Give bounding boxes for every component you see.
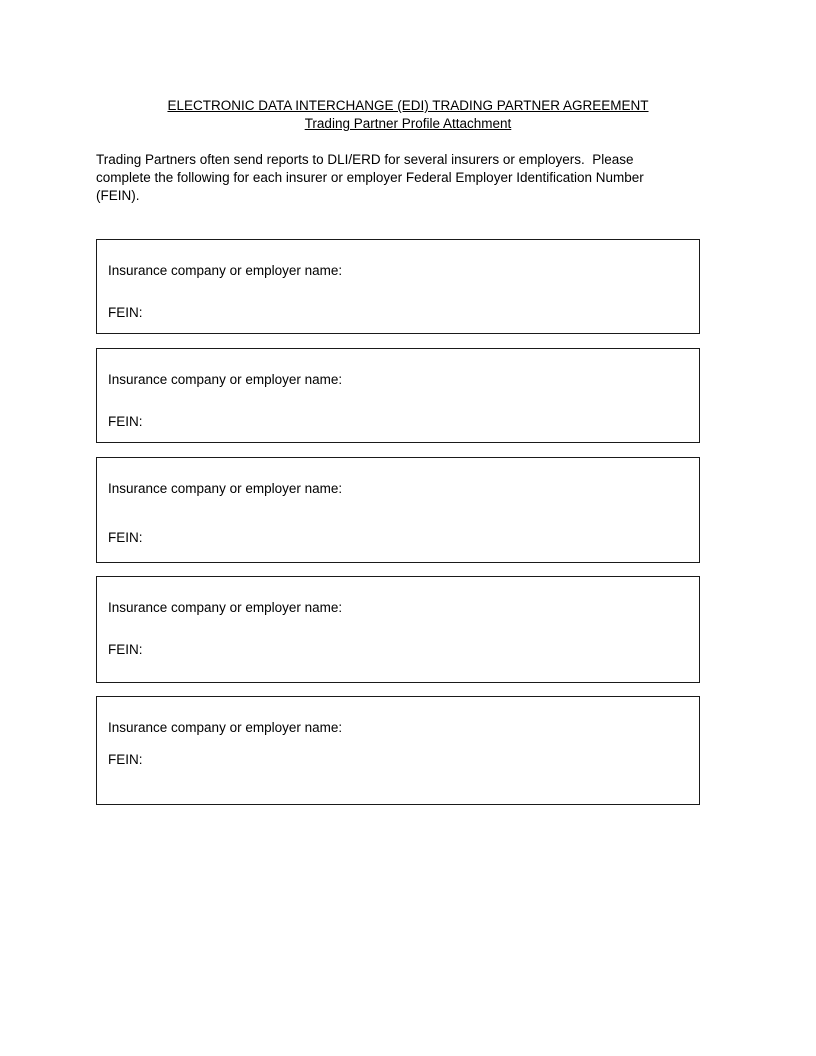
intro-paragraph (96, 151, 716, 205)
partner-box-5 (96, 696, 700, 805)
fein-field[interactable] (149, 307, 369, 321)
title-line-2: Trading Partner Profile Attachment (304, 116, 512, 131)
name-row (108, 262, 699, 279)
fein-label: FEIN: (108, 752, 143, 767)
name-row (108, 480, 699, 497)
insurer-name-label: Insurance company or employer name: (108, 481, 343, 496)
fein-label: FEIN: (108, 414, 143, 429)
fein-label: FEIN: (108, 305, 143, 320)
intro-line-2: complete the following for each insurer or employer Federal Employer Identification Number (96, 170, 644, 185)
partner-box-2 (96, 348, 700, 443)
intro-line-3: (FEIN). (96, 188, 140, 203)
document-title (0, 97, 816, 133)
insurer-name-field[interactable] (348, 374, 568, 388)
insurer-name-field[interactable] (348, 722, 568, 736)
fein-label: FEIN: (108, 530, 143, 545)
intro-line-1: Trading Partners often send reports to DLI/ERD for several insurers or employers. Please (96, 152, 634, 167)
insurer-name-field[interactable] (348, 602, 568, 616)
fein-field[interactable] (149, 754, 369, 768)
fein-row (108, 529, 699, 546)
insurer-name-label: Insurance company or employer name: (108, 720, 343, 735)
title-line-1: ELECTRONIC DATA INTERCHANGE (EDI) TRADING PARTNER AGREEMENT (167, 98, 649, 113)
fein-label: FEIN: (108, 642, 143, 657)
fein-row (108, 413, 699, 430)
insurer-name-field[interactable] (348, 483, 568, 497)
name-row (108, 599, 699, 616)
name-row (108, 371, 699, 388)
fein-field[interactable] (149, 416, 369, 430)
partner-box-3 (96, 457, 700, 563)
fein-field[interactable] (149, 644, 369, 658)
insurer-name-field[interactable] (348, 265, 568, 279)
insurer-name-label: Insurance company or employer name: (108, 372, 343, 387)
insurer-name-label: Insurance company or employer name: (108, 263, 343, 278)
fein-row (108, 641, 699, 658)
fein-field[interactable] (149, 532, 369, 546)
fein-row (108, 751, 699, 768)
insurer-name-label: Insurance company or employer name: (108, 600, 343, 615)
fein-row (108, 304, 699, 321)
partner-box-4 (96, 576, 700, 683)
partner-box-1 (96, 239, 700, 334)
name-row (108, 719, 699, 736)
